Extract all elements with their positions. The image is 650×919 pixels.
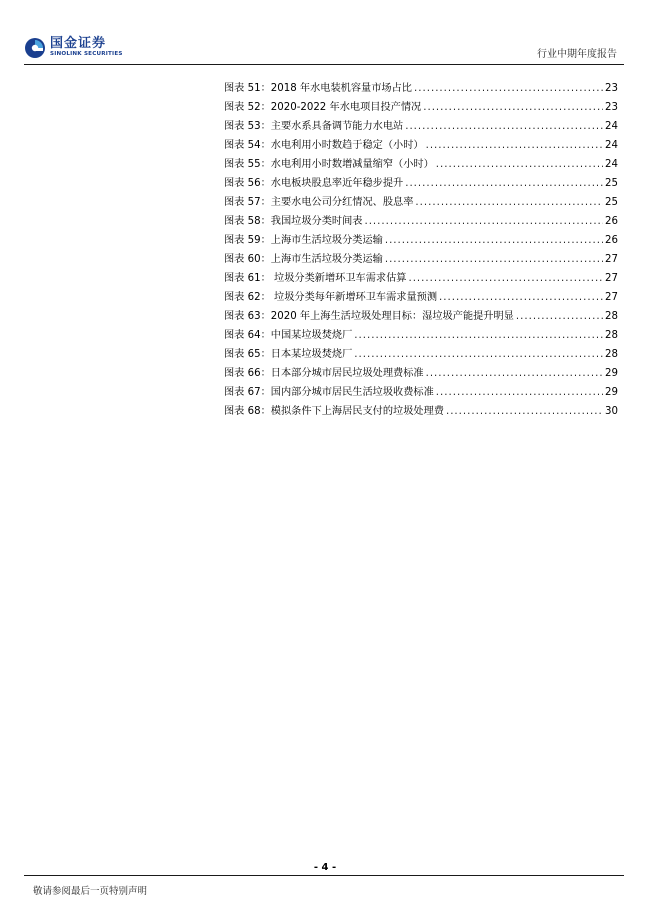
toc-entry-label: 图表 58：我国垃圾分类时间表 (224, 216, 363, 227)
toc-leader-dots (446, 406, 603, 417)
toc-leader-dots (364, 216, 603, 227)
toc-entry-page: 26 (605, 235, 618, 246)
toc-entry-page: 27 (605, 254, 618, 265)
toc-entry-page: 25 (605, 197, 618, 208)
toc-entry[interactable] (224, 98, 618, 117)
toc-entry[interactable] (224, 383, 618, 402)
toc-entry-page: 29 (605, 368, 618, 379)
toc-entry-page: 27 (605, 273, 618, 284)
toc-entry-label: 图表 65：日本某垃圾焚烧厂 (224, 349, 353, 360)
toc-entry-page: 26 (605, 216, 618, 227)
toc-leader-dots (423, 102, 603, 113)
toc-entry[interactable] (224, 288, 618, 307)
toc-entry[interactable] (224, 269, 618, 288)
page-number (0, 862, 650, 873)
toc-entry[interactable] (224, 155, 618, 174)
toc-entry[interactable] (224, 212, 618, 231)
toc-leader-dots (436, 387, 603, 398)
header-divider (24, 64, 624, 65)
toc-entry-page: 25 (605, 178, 618, 189)
toc-entry-label: 图表 54：水电利用小时数趋于稳定（小时） (224, 140, 424, 151)
toc-leader-dots (354, 330, 603, 341)
toc-entry-label: 图表 57：主要水电公司分红情况、股息率 (224, 197, 414, 208)
toc-leader-dots (516, 311, 603, 322)
report-type-label: 行业中期年度报告 (537, 49, 617, 60)
toc-leader-dots (426, 140, 603, 151)
toc-entry-label: 图表 63：2020 年上海生活垃圾处理目标：湿垃圾产能提升明显 (224, 311, 514, 322)
toc-entry-label: 图表 52：2020-2022 年水电项目投产情况 (224, 102, 422, 113)
toc-entry-page: 28 (605, 330, 618, 341)
toc-entry-label: 图表 60：上海市生活垃圾分类运输 (224, 254, 383, 265)
toc-leader-dots (405, 178, 603, 189)
toc-entry[interactable] (224, 326, 618, 345)
toc-entry[interactable] (224, 364, 618, 383)
toc-entry-page: 23 (605, 83, 618, 94)
toc-entry[interactable] (224, 402, 618, 421)
toc-entry-label: 图表 66：日本部分城市居民垃圾处理费标准 (224, 368, 424, 379)
toc-entry-label: 图表 62： 垃圾分类每年新增环卫车需求量预测 (224, 292, 438, 303)
toc-leader-dots (385, 254, 603, 265)
toc-entry-page: 24 (605, 159, 618, 170)
toc-leader-dots (354, 349, 603, 360)
toc-entry-page: 27 (605, 292, 618, 303)
toc-entry-page: 30 (605, 406, 618, 417)
toc-entry-page: 24 (605, 140, 618, 151)
logo-chinese-text: 国金证券 (50, 36, 107, 51)
toc-leader-dots (426, 368, 603, 379)
toc-entry[interactable] (224, 136, 618, 155)
footer-divider (24, 875, 624, 876)
toc-entry-label: 图表 61： 垃圾分类新增环卫车需求估算 (224, 273, 407, 284)
toc-leader-dots (415, 197, 603, 208)
toc-entry-label: 图表 68：模拟条件下上海居民支付的垃圾处理费 (224, 406, 444, 417)
logo-mark-icon (24, 37, 46, 59)
toc-entry[interactable] (224, 307, 618, 326)
toc-leader-dots (439, 292, 603, 303)
toc-entry-label: 图表 55：水电利用小时数增减量缩窄（小时） (224, 159, 434, 170)
toc-entry-page: 23 (605, 102, 618, 113)
toc-entry[interactable] (224, 174, 618, 193)
company-logo (24, 37, 123, 59)
toc-entry-label: 图表 51：2018 年水电装机容量市场占比 (224, 83, 412, 94)
page-number-text: - 4 - (311, 862, 339, 873)
toc-entry[interactable] (224, 117, 618, 136)
toc-entry[interactable] (224, 79, 618, 98)
toc-entry[interactable] (224, 231, 618, 250)
toc-entry-page: 24 (605, 121, 618, 132)
toc-entry-label: 图表 59：上海市生活垃圾分类运输 (224, 235, 383, 246)
toc-leader-dots (408, 273, 603, 284)
toc-leader-dots (436, 159, 603, 170)
toc-leader-dots (385, 235, 603, 246)
toc-entry-page: 28 (605, 349, 618, 360)
toc-entry-page: 28 (605, 311, 618, 322)
page-header (0, 0, 650, 70)
toc-entry-label: 图表 53：主要水系具备调节能力水电站 (224, 121, 404, 132)
toc-entry[interactable] (224, 345, 618, 364)
table-of-figures (224, 79, 618, 421)
toc-entry-label: 图表 67：国内部分城市居民生活垃圾收费标准 (224, 387, 434, 398)
toc-entry-label: 图表 56：水电板块股息率近年稳步提升 (224, 178, 404, 189)
toc-entry[interactable] (224, 193, 618, 212)
disclaimer-text: 敬请参阅最后一页特别声明 (33, 886, 148, 897)
toc-entry-label: 图表 64：中国某垃圾焚烧厂 (224, 330, 353, 341)
toc-leader-dots (414, 83, 603, 94)
logo-english-text: SINOLINK SECURITIES (50, 51, 123, 57)
toc-leader-dots (405, 121, 603, 132)
toc-entry-page: 29 (605, 387, 618, 398)
toc-entry[interactable] (224, 250, 618, 269)
